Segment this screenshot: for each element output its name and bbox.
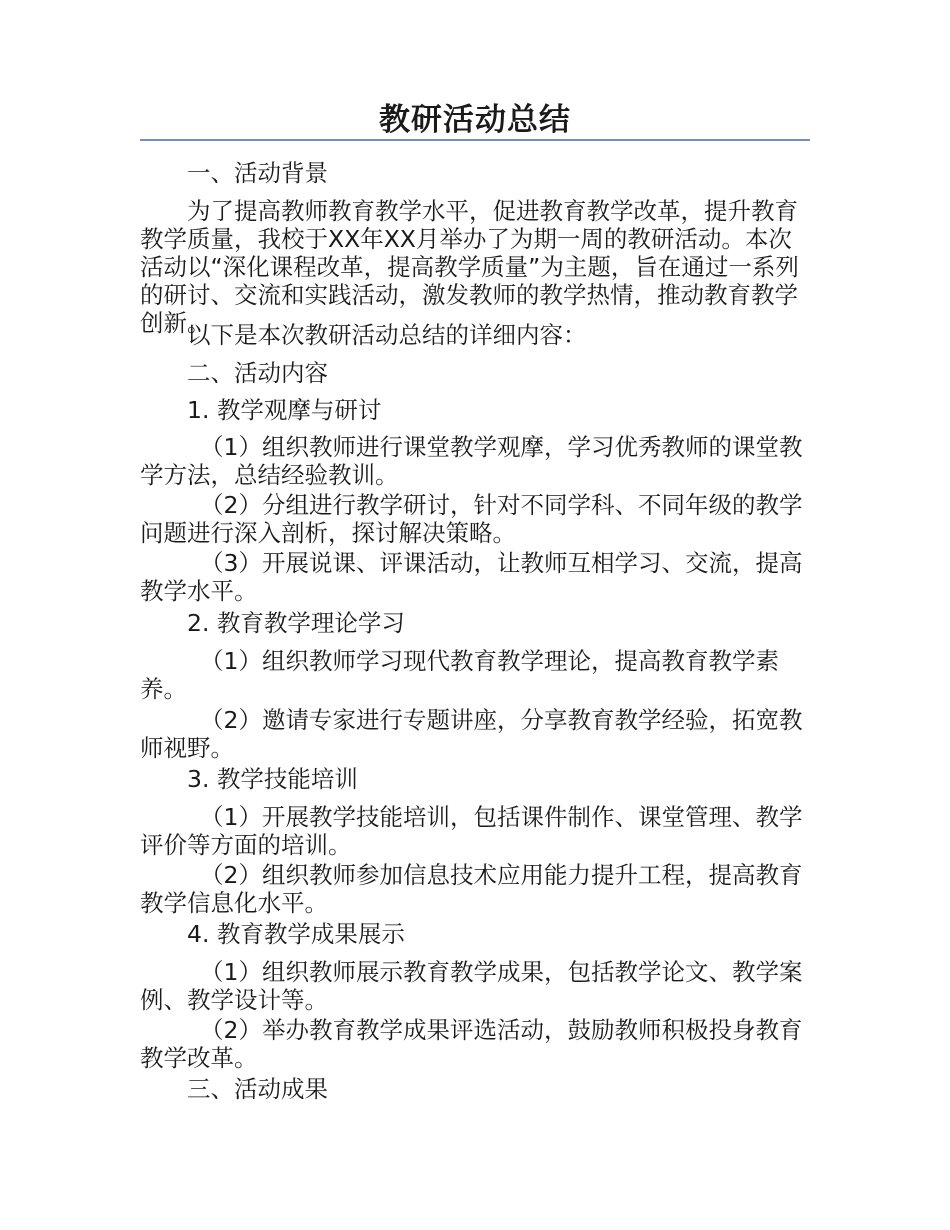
section1-paragraph-1: 为了提高教师教育教学水平，促进教育教学改革，提升教育教学质量，我校于XX年XX月举办了为期一周的教研活动。本次活动以“深化课程改革，提高教学质量”为主题，旨在通过一系列的研讨、交流和实践活动，激发教师的教学热情，推动教育教学创新。 <box>140 197 799 337</box>
subsection3-heading: 3. 教学技能培训 <box>187 765 358 793</box>
subsection3-item-1: （1）开展教学技能培训，包括课件制作、课堂管理、教学评价等方面的培训。 <box>140 803 803 859</box>
title-underline <box>140 139 810 141</box>
subsection2-item-2: （2）邀请专家进行专题讲座，分享教育教学经验，拓宽教师视野。 <box>140 706 803 762</box>
section3-heading: 三、活动成果 <box>187 1075 328 1103</box>
document-title: 教研活动总结 <box>379 102 571 138</box>
subsection4-item-1: （1）组织教师展示教育教学成果，包括教学论文、教学案例、教学设计等。 <box>140 958 803 1014</box>
section1-paragraph-2: 以下是本次教研活动总结的详细内容： <box>187 321 587 349</box>
subsection1-item-1: （1）组织教师进行课堂教学观摩，学习优秀教师的课堂教学方法，总结经验教训。 <box>140 433 803 489</box>
subsection2-heading: 2. 教育教学理论学习 <box>187 609 405 637</box>
subsection1-item-2: （2）分组进行教学研讨，针对不同学科、不同年级的教学问题进行深入剖析，探讨解决策略。 <box>140 491 803 547</box>
subsection4-item-2: （2）举办教育教学成果评选活动，鼓励教师积极投身教育教学改革。 <box>140 1016 803 1072</box>
subsection1-item-3: （3）开展说课、评课活动，让教师互相学习、交流，提高教学水平。 <box>140 549 803 605</box>
section2-heading: 二、活动内容 <box>187 359 328 387</box>
section1-heading: 一、活动背景 <box>187 159 328 187</box>
subsection3-item-2: （2）组织教师参加信息技术应用能力提升工程，提高教育教学信息化水平。 <box>140 861 803 917</box>
subsection4-heading: 4. 教育教学成果展示 <box>187 920 405 948</box>
subsection2-item-1: （1）组织教师学习现代教育教学理论，提高教育教学素养。 <box>140 647 779 703</box>
subsection1-heading: 1. 教学观摩与研讨 <box>187 396 382 424</box>
